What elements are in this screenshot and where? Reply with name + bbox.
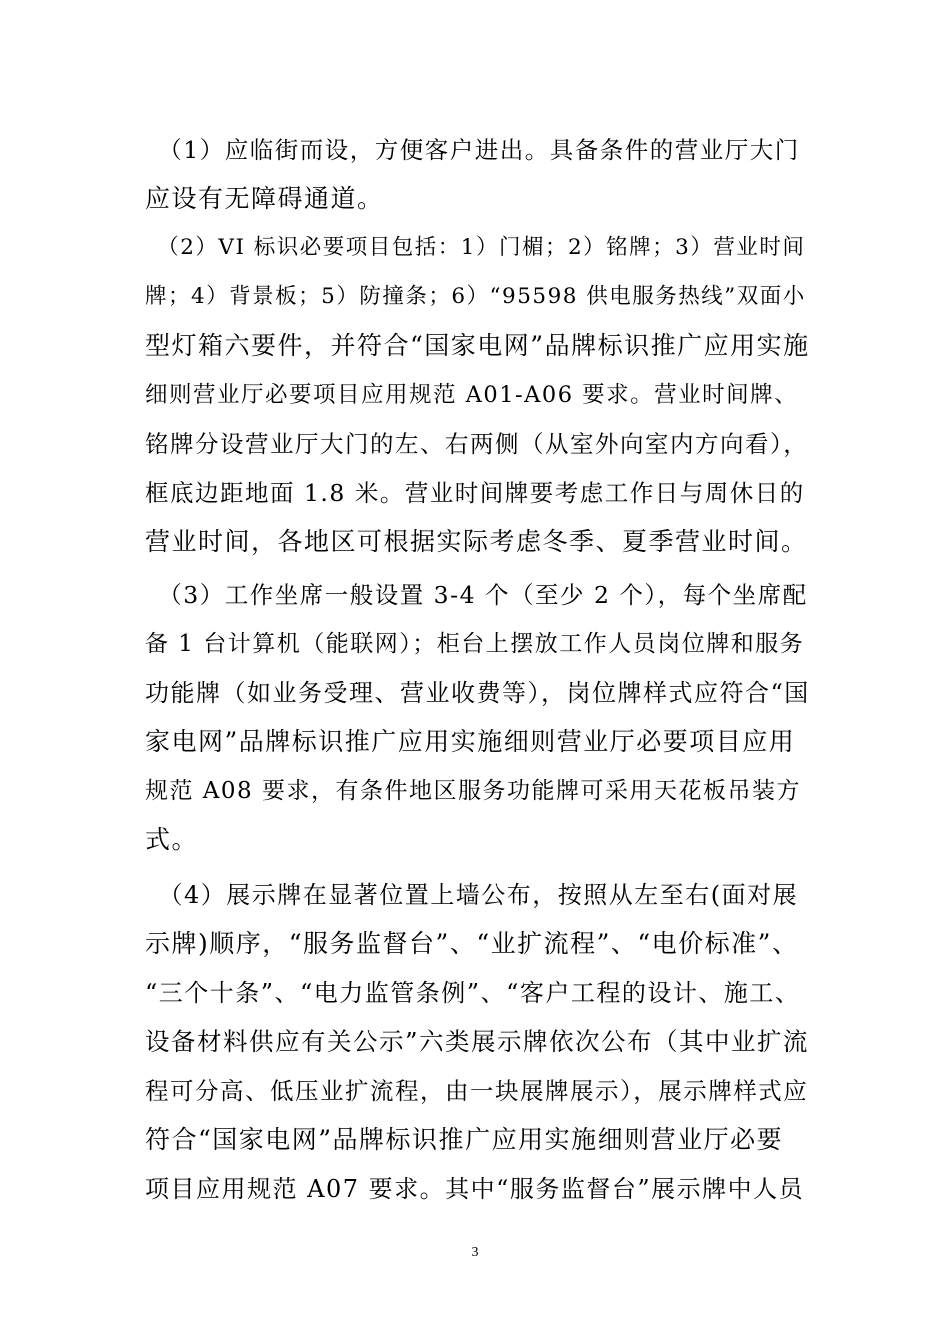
- text-line: 设备材料供应有关公示”六类展示牌依次公布（其中业扩流: [145, 1027, 810, 1056]
- text-line: 式。: [145, 825, 199, 854]
- text-line: “三个十条”、“电力监管条例”、“客户工程的设计、施工、: [145, 979, 801, 1007]
- text-line: 型灯箱六要件，并符合“国家电网”品牌标识推广应用实施: [145, 331, 810, 360]
- text-line: 细则营业厅必要项目应用规范 A01-A06 要求。营业时间牌、: [145, 382, 799, 408]
- text-line: 项目应用规范 A07 要求。其中“服务监督台”展示牌中人员: [145, 1175, 805, 1203]
- text-line: 营业时间，各地区可根据实际考虑冬季、夏季营业时间。: [145, 527, 808, 556]
- text-line: 应设有无障碍通道。: [145, 184, 384, 213]
- text-line: 功能牌（如业务受理、营业收费等），岗位牌样式应符合“国: [145, 679, 810, 707]
- text-line: （4）展示牌在显著位置上墙公布，按照从左至右(面对展: [145, 881, 799, 909]
- text-line: （3）工作坐席一般设置 3-4 个（至少 2 个），每个坐席配: [145, 581, 808, 609]
- text-line: 符合“国家电网”品牌标识推广应用实施细则营业厅必要: [145, 1125, 784, 1154]
- text-line: 家电网”品牌标识推广应用实施细则营业厅必要项目应用: [145, 727, 796, 756]
- text-line: 牌；4）背景板；5）防撞条；6）“95598 供电服务热线”双面小: [145, 284, 806, 309]
- text-line: 备 1 台计算机（能联网）；柜台上摆放工作人员岗位牌和服务: [145, 631, 805, 657]
- text-line: （2）VI 标识必要项目包括：1）门楣；2）铭牌；3）营业时间: [145, 235, 806, 260]
- text-line: 程可分高、低压业扩流程，由一块展牌展示），展示牌样式应: [145, 1077, 809, 1105]
- text-line: 规范 A08 要求，有条件地区服务功能牌可采用天花板吊装方: [145, 778, 801, 804]
- text-line: 铭牌分设营业厅大门的左、右两侧（从室外向室内方向看），: [145, 430, 809, 458]
- text-line: （1）应临街而设，方便客户进出。具备条件的营业厅大门: [145, 136, 800, 164]
- page-number: 3: [471, 1245, 479, 1260]
- text-line: 框底边距地面 1.8 米。营业时间牌要考虑工作日与周休日的: [145, 479, 805, 507]
- text-line: 示牌)顺序，“服务监督台”、“业扩流程”、“电价标准”、: [145, 929, 799, 958]
